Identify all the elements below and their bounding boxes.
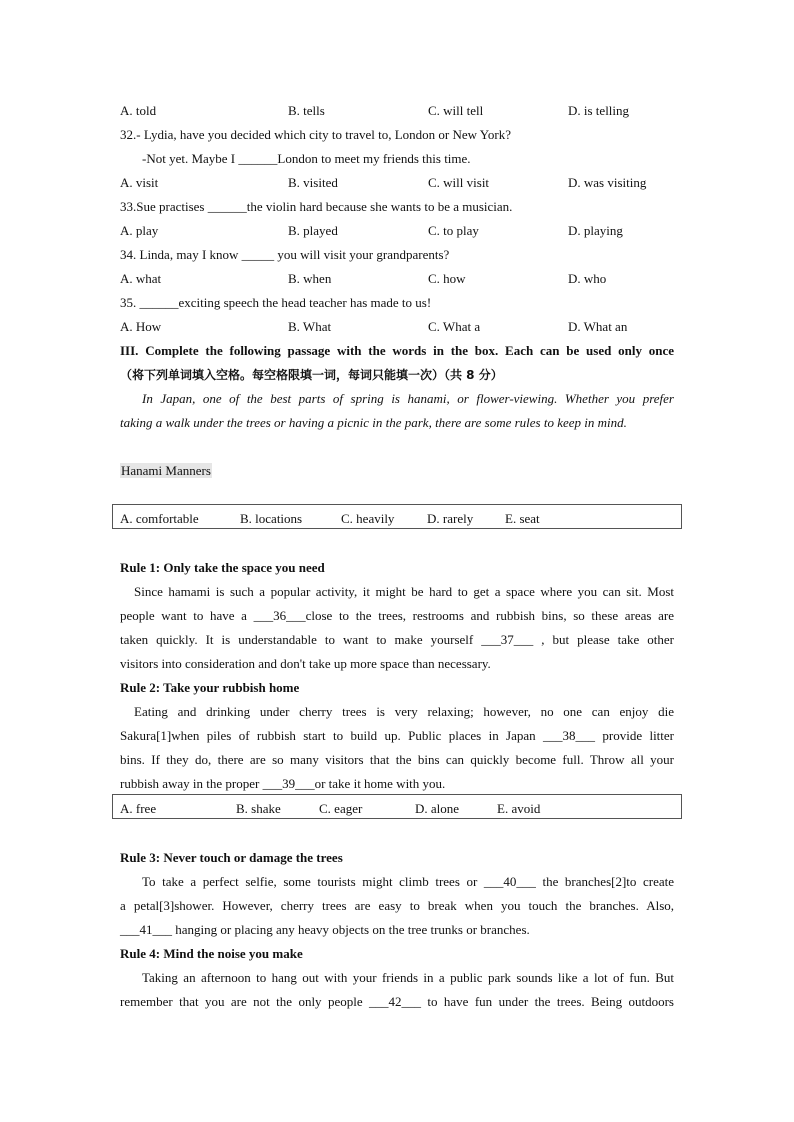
q32-reply: -Not yet. Maybe I ______London to meet my friends this time.: [142, 151, 471, 166]
rule2-title: Rule 2: Take your rubbish home: [120, 680, 300, 695]
q34-question: 34. Linda, may I know _____ you will visit your grandparents?: [120, 247, 450, 262]
q32-option-c: C. will visit: [428, 175, 490, 190]
intro-line-1: In Japan, one of the best parts of spring is hanami, or flower-viewing. Whether you prefer: [142, 391, 674, 406]
box1-word-c: C. heavily: [341, 511, 395, 526]
rule2-line-1: Eating and drinking under cherry trees is very relaxing; however, no one can enjoy die: [134, 704, 674, 719]
q31-option-d: D. is telling: [568, 103, 630, 118]
rule3-line-2: a petal[3]shower. However, cherry trees are easy to break when you touch the branches. Also,: [120, 898, 674, 913]
q34-option-b: B. when: [288, 271, 332, 286]
rule3-title: Rule 3: Never touch or damage the trees: [120, 850, 343, 865]
q35-option-c: C. What a: [428, 319, 481, 334]
rule4-line-2: remember that you are not the only people ___42___ to have fun under the trees. Being outdoors: [120, 994, 674, 1009]
box1-word-e: E. seat: [505, 511, 540, 526]
intro-line-2: taking a walk under the trees or having a picnic in the park, there are some rules to keep in mind.: [120, 415, 627, 430]
section3-heading-cn: （将下列单词填入空格。每空格限填一词，每词只能填一次）（共 8 分）: [120, 368, 503, 382]
q32-question: 32.- Lydia, have you decided which city to travel to, London or New York?: [120, 127, 511, 142]
passage-title: [120, 463, 212, 479]
q34-option-d: D. who: [568, 271, 607, 286]
q33-option-b: B. played: [288, 223, 338, 238]
box2-word-e: E. avoid: [497, 801, 541, 816]
section3-heading: III. Complete the following passage with the words in the box. Each can be used only once: [120, 343, 674, 358]
rule2-line-3: bins. If they do, there are so many visitors that the bins can quickly become full. Throw all your: [120, 752, 674, 767]
rule3-line-1: To take a perfect selfie, some tourists might climb trees or ___40___ the branches[2]to create: [142, 874, 674, 889]
q33-option-a: A. play: [120, 223, 159, 238]
q35-question: 35. ______exciting speech the head teacher has made to us!: [120, 295, 432, 310]
rule1-line-1: Since hamami is such a popular activity, it might be hard to get a space where you can sit. Most: [134, 584, 674, 599]
q31-option-a: A. told: [120, 103, 157, 118]
rule1-line-4: visitors into consideration and don't take up more space than necessary.: [120, 656, 491, 671]
q35-option-d: D. What an: [568, 319, 628, 334]
q34-option-c: C. how: [428, 271, 466, 286]
box2-word-b: B. shake: [236, 801, 281, 816]
word-box-2: [112, 794, 682, 819]
q35-option-a: A. How: [120, 319, 162, 334]
rule1-line-3: taken quickly. It is understandable to want to make yourself ___37___ , but please take other: [120, 632, 674, 647]
passage-title-text: Hanami Manners: [121, 463, 211, 478]
box1-word-a: A. comfortable: [120, 511, 199, 526]
rule4-title: Rule 4: Mind the noise you make: [120, 946, 303, 961]
q33-question: 33.Sue practises ______the violin hard because she wants to be a musician.: [120, 199, 513, 214]
q33-option-d: D. playing: [568, 223, 623, 238]
box1-word-b: B. locations: [240, 511, 303, 526]
q32-option-d: D. was visiting: [568, 175, 647, 190]
q33-option-c: C. to play: [428, 223, 479, 238]
q32-option-a: A. visit: [120, 175, 159, 190]
rule4-line-1: Taking an afternoon to hang out with your friends in a public park sounds like a lot of fun. But: [142, 970, 674, 985]
box2-word-c: C. eager: [319, 801, 363, 816]
q31-option-c: C. will tell: [428, 103, 484, 118]
box2-word-a: A. free: [120, 801, 157, 816]
rule2-line-2: Sakura[1]when piles of rubbish start to build up. Public places in Japan ___38___ provide litter: [120, 728, 674, 743]
rule1-line-2: people want to have a ___36___close to the trees, restrooms and rubbish bins, so these areas are: [120, 608, 674, 623]
box2-word-d: D. alone: [415, 801, 460, 816]
rule3-line-3: ___41___ hanging or placing any heavy objects on the tree trunks or branches.: [120, 922, 530, 937]
box1-word-d: D. rarely: [427, 511, 474, 526]
q32-option-b: B. visited: [288, 175, 338, 190]
q31-option-b: B. tells: [288, 103, 325, 118]
q35-option-b: B. What: [288, 319, 332, 334]
rule1-title: Rule 1: Only take the space you need: [120, 560, 325, 575]
q34-option-a: A. what: [120, 271, 162, 286]
rule2-line-4: rubbish away in the proper ___39___or take it home with you.: [120, 776, 446, 791]
